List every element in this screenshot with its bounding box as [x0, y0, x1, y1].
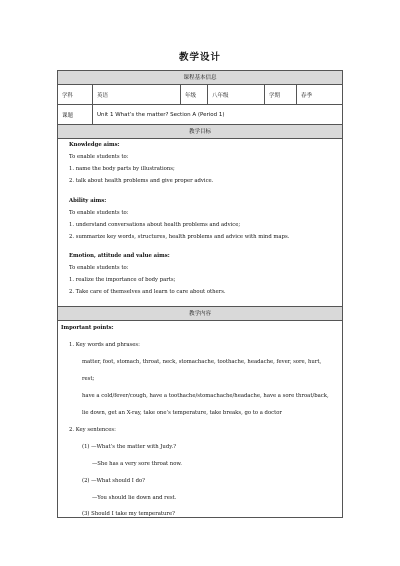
- words-line-4: lie down, get an X-ray, take one’s temperature, take breaks, go to a doctor: [82, 410, 282, 416]
- words-line-3: have a cold/fever/cough, have a toothache/stomachache/headache, have a sore throat/back,: [82, 393, 329, 399]
- topic-value: Unit 1 What’s the matter? Section A (Period 1): [97, 111, 225, 118]
- ability-item-1: 1. understand conversations about health problems and advice;: [69, 222, 241, 228]
- sentence-1: (1) —What’s the matter with Judy.?: [82, 444, 177, 450]
- sentence-3: (3) Should I take my temperature?: [82, 511, 175, 517]
- words-line-2: rest;: [82, 376, 95, 382]
- grade-value: 八年级: [208, 85, 265, 104]
- content-header: 教学内容: [58, 306, 342, 321]
- emotion-heading: Emotion, attitude and value aims:: [69, 253, 170, 259]
- words-line-1: matter, foot, stomach, throat, neck, stomachache, toothache, headache, fever, sore, hurt,: [82, 359, 322, 365]
- emotion-item-1: 1. realize the importance of body parts;: [69, 277, 176, 283]
- sentence-2: (2) —What should I do?: [82, 478, 146, 484]
- lesson-plan-table: [57, 70, 343, 518]
- knowledge-item-1: 1. name the body parts by illustrations;: [69, 166, 175, 172]
- term-label: 学期: [265, 85, 297, 104]
- emotion-intro: To enable students to:: [69, 265, 129, 271]
- ability-item-2: 2. summarize key words, structures, health problems and advice with mind maps.: [69, 234, 290, 240]
- topic-row: [58, 105, 342, 125]
- page-title: 教学设计: [178, 52, 221, 63]
- key-words-heading: 1. Key words and phrases:: [69, 342, 140, 348]
- knowledge-heading: Knowledge aims:: [69, 142, 120, 148]
- topic-label: 课题: [58, 105, 93, 124]
- ability-heading: Ability aims:: [69, 198, 107, 204]
- key-sentences-heading: 2. Key sentences:: [69, 427, 116, 433]
- objectives-header: 教学目标: [58, 124, 342, 139]
- important-points-heading: Important points:: [61, 325, 114, 331]
- ability-intro: To enable students to:: [69, 210, 129, 216]
- basic-info-header: 课程基本信息: [58, 70, 342, 85]
- knowledge-item-2: 2. talk about health problems and give proper advice.: [69, 178, 214, 184]
- sentence-1-answer: —She has a very sore throat now.: [92, 461, 182, 467]
- subject-value: 英语: [93, 85, 181, 104]
- grade-label: 年级: [181, 85, 208, 104]
- sentence-2-answer: —You should lie down and rest.: [92, 495, 177, 501]
- term-value: 春季: [301, 92, 313, 99]
- emotion-item-2: 2. Take care of themselves and learn to care about others.: [69, 289, 226, 295]
- info-row: [58, 85, 342, 105]
- subject-label: 学科: [58, 85, 93, 104]
- knowledge-intro: To enable students to:: [69, 154, 129, 160]
